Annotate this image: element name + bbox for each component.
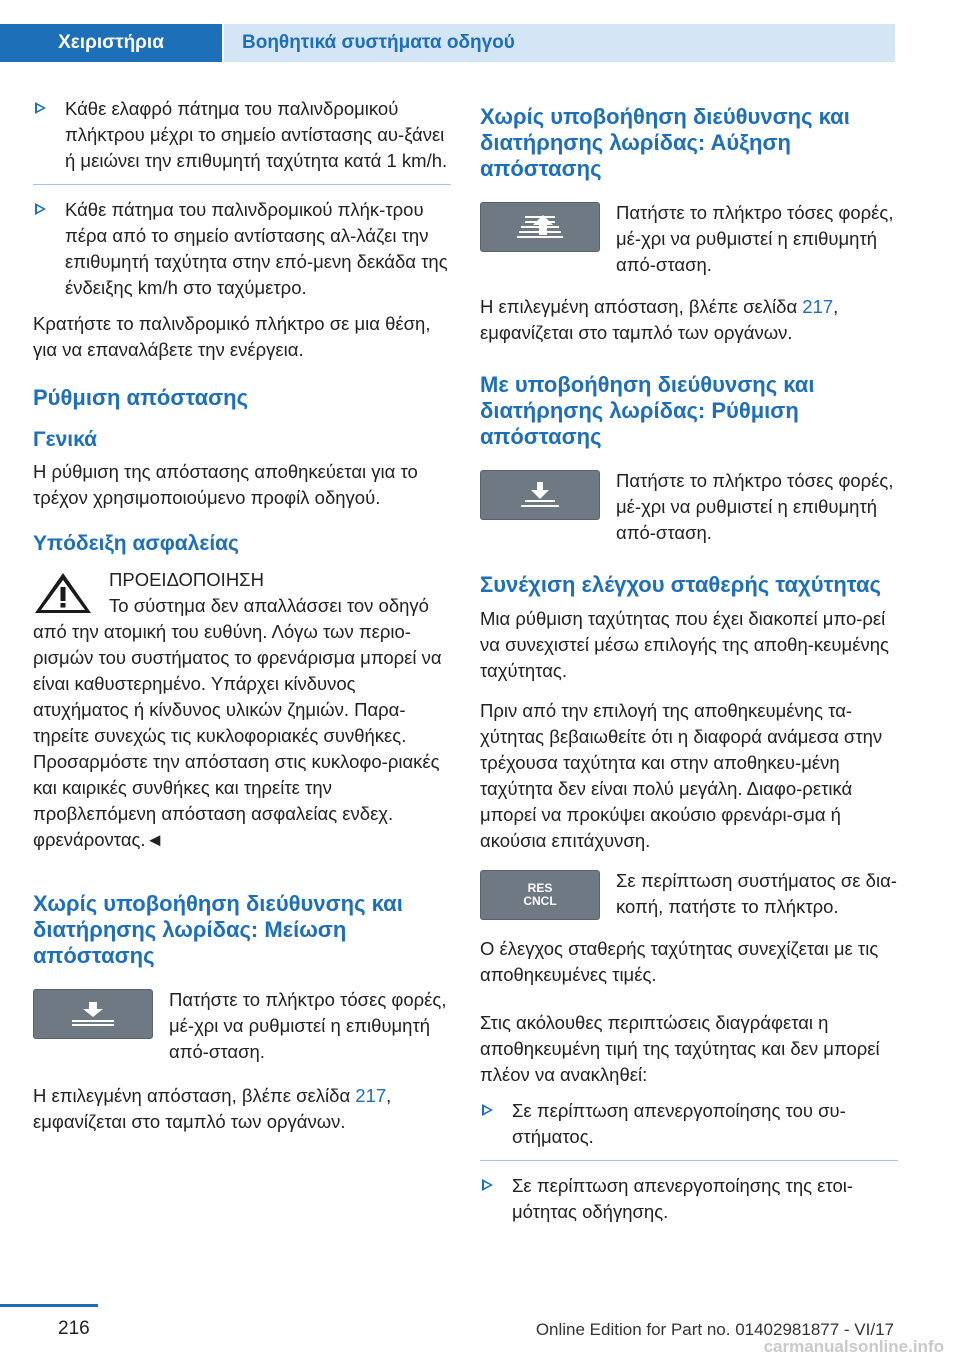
set-distance-button-image: [480, 470, 600, 520]
page-header: [0, 0, 960, 62]
tab-driver-assistance[interactable]: Βοηθητικά συστήματα οδηγού: [224, 24, 895, 62]
cncl-label: CNCL: [523, 894, 557, 908]
section-heading: Ρύθμιση απόστασης: [33, 385, 249, 410]
page-link[interactable]: 217: [802, 296, 834, 317]
right-column: [480, 96, 898, 1235]
paragraph: Ο έλεγχος σταθερής ταχύτητας συνεχίζεται με τις αποθηκευμένες τιμές.: [480, 938, 879, 985]
footer-rule: [0, 1304, 98, 1307]
section-heading: Συνέχιση ελέγχου σταθερής ταχύτητας: [480, 572, 881, 597]
left-column: [33, 96, 451, 1149]
divider: [480, 1160, 898, 1161]
paragraph: Στις ακόλουθες περιπτώσεις διαγράφεται η αποθηκευμένη τιμή της ταχύτητας και δεν μπορεί πλέον να ανακληθεί:: [480, 1012, 880, 1085]
list-item: [480, 1098, 898, 1150]
divider: [33, 184, 451, 185]
page-number: 216: [58, 1318, 90, 1339]
selected-text: Η επιλεγμένη απόσταση, βλέπε σελίδα: [33, 1085, 356, 1106]
instruction-block: [33, 987, 451, 1065]
paragraph: Η ρύθμιση της απόστασης αποθηκεύεται για το τρέχον χρησιμοποιούμενο προφίλ οδηγού.: [33, 461, 418, 508]
instruction-text: Σε περίπτωση συστήματος σε δια‐κοπή, πατήστε το πλήκτρο.: [616, 870, 897, 917]
increase-distance-button-image: [480, 202, 600, 252]
instruction-text: Πατήστε το πλήκτρο τόσες φορές, μέ‐χρι να ρυθμιστεί η επιθυμητή από‐σταση.: [169, 989, 447, 1062]
selected-text-end: , εμφανίζεται στο ταμπλό των οργάνων.: [33, 1085, 392, 1132]
subsection-heading: Υπόδειξη ασφαλείας: [33, 532, 239, 555]
section-heading: Χωρίς υποβοήθηση διεύθυνσης και διατήρησης λωρίδας: Μείωση απόστασης: [33, 891, 403, 968]
instruction-text: Πατήστε το πλήκτρο τόσες φορές, μέ‐χρι να ρυθμιστεί η επιθυμητή από‐σταση.: [616, 470, 894, 543]
instruction-block: [480, 868, 898, 924]
instruction-block: [480, 200, 898, 278]
list-item: [480, 1173, 898, 1225]
triangle-bullet-icon: [35, 203, 46, 215]
bullet-text: Κάθε πάτημα του παλινδρομικού πλήκ‐τρου πέρα από το σημείο αντίστασης αλ‐λάζει την επιθυμητή ταχύτητα στην επό‐μενη δεκάδα της ένδειξης km/h στο ταχύμετρο.: [65, 199, 448, 298]
paragraph: Κρατήστε το παλινδρομικό πλήκτρο σε μια θέση, για να επαναλάβετε την ενέργεια.: [33, 313, 431, 360]
paragraph: Πριν από την επιλογή της αποθηκευμένης τα‐χύτητας βεβαιωθείτε ότι η διαφορά ανάμεσα στην τρέχουσα ταχύτητα και στην αποθηκευ‐μένη ταχύτητα δεν είναι πολύ μεγάλη. Διαφο‐ρετικά μπορεί να προκύψει ακούσιο φρενάρι‐σμα ή ακούσια επιτάχυνση.: [480, 700, 883, 851]
warning-text: Το σύστημα δεν απαλλάσσει τον οδηγό από την ατομική του ευθύνη. Λόγω των περιο‐ρισμών του συστήματος το φρενάρισμα μπορεί να είναι καθυστερημένο. Υπάρχει κίνδυνος ατυχήματος ή κίνδυνος υλικών ζημιών. Παρα‐τηρείτε συνεχώς τις κυκλοφοριακές συνθήκες. Προσαρμόστε την απόσταση στις κυκλοφο‐ριακές και καιρικές συνθήκες και τηρείτε την προβλεπόμενη απόσταση ασφαλείας ενδεχ. φρενάροντας.◄: [33, 595, 442, 850]
distance-increase-icon: [481, 203, 599, 251]
triangle-bullet-icon: [482, 1104, 493, 1116]
distance-setting-icon: [481, 471, 599, 519]
triangle-bullet-icon: [35, 102, 46, 114]
instruction-block: [480, 468, 898, 546]
edition-text: Online Edition for Part no. 01402981877 - VI/17: [535, 1320, 894, 1339]
tab-controls[interactable]: Χειριστήρια: [0, 24, 222, 62]
list-item: [33, 197, 451, 301]
bullet-text: Σε περίπτωση απενεργοποίησης του συ‐στήματος.: [512, 1100, 846, 1147]
section-heading: Με υποβοήθηση διεύθυνσης και διατήρησης λωρίδας: Ρύθμιση απόστασης: [480, 372, 815, 449]
page-link[interactable]: 217: [355, 1085, 387, 1106]
bullet-text: Σε περίπτωση απενεργοποίησης της ετοι‐μότητας οδήγησης.: [512, 1175, 854, 1222]
selected-text-end: , εμφανίζεται στο ταμπλό των οργάνων.: [480, 296, 839, 343]
bullet-text: Κάθε ελαφρό πάτημα του παλινδρομικού πλήκτρου μέχρι το σημείο αντίστασης αυ‐ξάνει ή μειώνει την επιθυμητή ταχύτητα κατά 1 km/h.: [65, 98, 448, 171]
warning-triangle-icon: [33, 571, 93, 615]
triangle-bullet-icon: [482, 1179, 493, 1191]
instruction-text: Πατήστε το πλήκτρο τόσες φορές, μέ‐χρι να ρυθμιστεί η επιθυμητή από‐σταση.: [616, 202, 894, 275]
decrease-distance-button-image: [33, 989, 153, 1039]
warning-block: [33, 567, 451, 867]
section-heading: Χωρίς υποβοήθηση διεύθυνσης και διατήρησης λωρίδας: Αύξηση απόστασης: [480, 104, 850, 181]
paragraph: Μια ρύθμιση ταχύτητας που έχει διακοπεί μπο‐ρεί να συνεχιστεί μέσω επιλογής της αποθη‐κευμένης ταχύτητας.: [480, 608, 889, 681]
paragraph: [33, 1083, 451, 1135]
res-label: RES: [527, 881, 553, 895]
list-item: [33, 96, 451, 174]
distance-decrease-icon: [34, 990, 152, 1038]
paragraph: [480, 294, 898, 346]
warning-title: ΠΡΟΕΙΔΟΠΟΙΗΣΗ: [109, 569, 264, 590]
subsection-heading: Γενικά: [33, 428, 98, 451]
selected-text: Η επιλεγμένη απόσταση, βλέπε σελίδα: [480, 296, 803, 317]
res-cncl-button-image: [480, 870, 600, 920]
watermark: carmanualsonline.info: [763, 1337, 944, 1356]
